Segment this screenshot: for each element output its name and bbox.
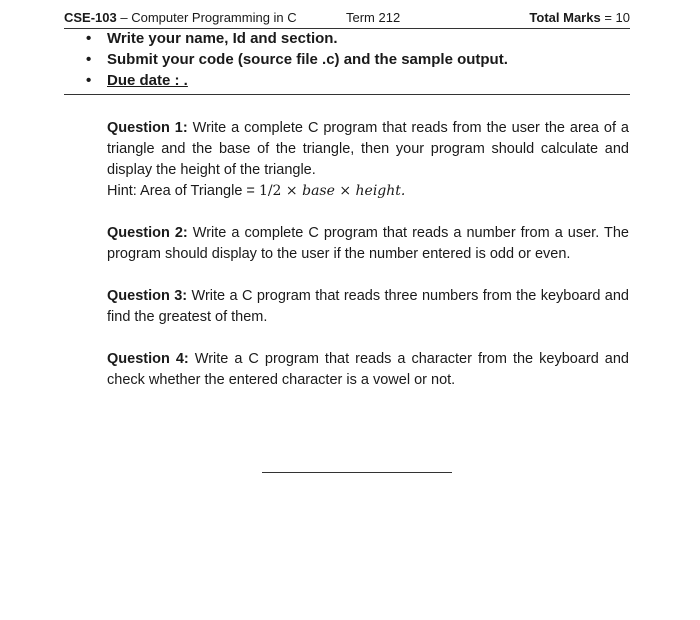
hint	[107, 183, 405, 199]
term: Term 212	[346, 10, 401, 25]
hint-fraction: 1/2	[258, 183, 282, 199]
question-text: Write a C program that reads a character from the keyboard and check whether the entered character is a vowel or not.	[107, 351, 629, 388]
question-2	[107, 223, 629, 265]
instructions	[64, 28, 630, 95]
total-marks	[529, 10, 630, 25]
total-marks-value: = 10	[604, 10, 630, 25]
end-divider-line	[262, 472, 452, 473]
question-text: Write a complete C program that reads from the user the area of a triangle and the base of the triangle, then your program should calculate and display the height of the triangle.	[107, 120, 630, 178]
hint-height: height.	[355, 183, 406, 199]
question-text: Write a C program that reads three numbers from the keyboard and find the greatest of them.	[107, 288, 629, 325]
course-code: CSE-103	[64, 10, 117, 25]
hint-times: ×	[281, 183, 303, 199]
instruction-item-due-date	[64, 70, 630, 91]
question-3	[107, 286, 629, 328]
question-label: Question 2:	[107, 225, 188, 241]
total-marks-label: Total Marks	[529, 10, 601, 25]
question-text: Write a complete C program that reads a number from a user. The program should display to the user if the number entered is odd or even.	[107, 225, 629, 262]
question-label: Question 1:	[107, 120, 188, 136]
question-label: Question 4:	[107, 351, 189, 367]
hint-times: ×	[334, 183, 356, 199]
question-label: Question 3:	[107, 288, 188, 304]
hint-label: Hint: Area of Triangle =	[107, 183, 259, 199]
instruction-item: • Write your name, Id and section.	[64, 28, 630, 49]
question-4	[107, 349, 629, 391]
instruction-item: • Submit your code (source file .c) and the sample output.	[64, 49, 630, 70]
questions	[107, 118, 629, 412]
course-name: – Computer Programming in C	[120, 10, 297, 25]
hint-base: base	[302, 183, 335, 199]
due-date-text: Due date : .	[107, 72, 188, 89]
hint-formula	[259, 183, 405, 199]
instruction-list	[64, 28, 630, 91]
question-1	[107, 118, 629, 202]
course-title	[64, 10, 297, 25]
document-header	[64, 6, 630, 29]
